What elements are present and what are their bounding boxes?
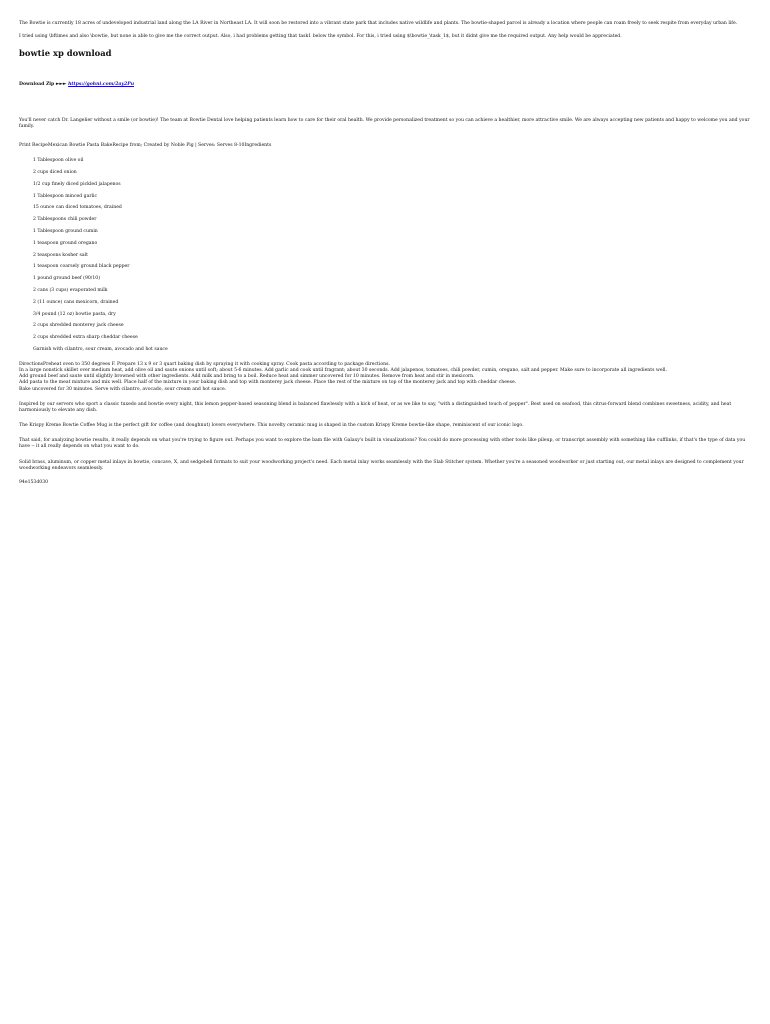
direction-step: Bake uncovered for 30 minutes. Serve with cilantro, avocado, sour cream and hot sauce. [19, 386, 227, 392]
ingredient-item: 1 Tablespoon ground cumin [33, 228, 98, 234]
ingredient-item: 2 teaspoons kosher salt [33, 252, 88, 258]
ingredient-item: 3/4 pound (12 oz) bowtie pasta, dry [33, 311, 116, 317]
direction-step: In a large nonstick skillet over medium heat, add olive oil and saute onions until soft; about 5-6 minutes. Add garlic and cook until fragrant; about 30 seconds. Add jalapenos, tomatoes, chili powder, cumin, oregano, salt and pepper. Make sure to incorporate all ingredients well. [19, 367, 667, 373]
ingredient-item: Garnish with cilantro, sour cream, avocado and hot sauce [33, 346, 168, 352]
recipe-directions [19, 362, 751, 393]
ingredient-item: 2 Tablespoons chili powder [33, 217, 97, 223]
document-page [0, 0, 770, 486]
direction-step: Add pasta to the meat mixture and mix well. Place half of the mixture in your baking dish and top with monterey jack cheese. Place the rest of the mixture on top of the monterey jack and top with cheddar cheese. [19, 380, 517, 386]
coffee-mug-paragraph: The Krispy Kreme Bowtie Coffee Mug is the perfect gift for coffee (and doughnut) lovers everywhere. This novelty ceramic mug is shaped in the custom Krispy Kreme bowtie-like shape, reminiscent of our iconic logo. [19, 423, 524, 429]
dental-paragraph: You'll never catch Dr. Langelier without a smile (or bowtie)! The team at Bowtie Dental love helping patients learn how to care for their oral health. We provide personalized treatment so you can achieve a healthier, more attractive smile. We are always accepting new patients and happy to welcome you and your family. [19, 117, 750, 129]
ingredient-item: 2 cups shredded extra sharp cheddar cheese [33, 335, 138, 341]
ingredient-item: 15 ounce can diced tomatoes, drained [33, 205, 122, 211]
ingredient-item: 1 Tablespoon minced garlic [33, 193, 98, 199]
recipe-header: Print RecipeMexican Bowtie Pasta BakeRecipe from; Created by Noble Pig | Serves: Serves 8-10Ingredients [19, 143, 272, 149]
ingredient-item: 1 teaspoon ground oregano [33, 240, 98, 246]
bowtie-analysis-paragraph: That said, for analyzing bowtie results, it really depends on what you're trying to figure out. Perhaps you want to explore the bam file with Galaxy's built in visualizations? You could do more processing with other tools like pileup, or transcript assembly with something like cufflinks, if that's the type of data you have -- it all really depends on what you want to do. [19, 438, 746, 450]
intro-paragraph-latex-question: I tried using \bftimes and also \bowtie, but none is able to give me the correct output. Also, i had problems getting that task1 below the symbol. For this, i tried using $\bowtie_\task_1$, but it didnt give me the required output. Any help would be appreciated. [19, 34, 622, 40]
metal-inlays-paragraph: Solid brass, aluminum, or copper metal inlays in bowtie, concave, X, and sedgebell formats to suit your woodworking project's need. Each metal inlay works seamlessly with the Slab Stitcher system. Whether you're a seasoned woodworker or just starting out, our metal inlays are designed to complement your woodworking endeavors seamlessly. [19, 459, 744, 471]
direction-step: Add ground beef and saute until slightly browned with other ingredients. Add milk and bring to a boil. Reduce heat and simmer uncovered for 10 minutes. Remove from heat and stir in mexicorn. [19, 374, 475, 380]
ingredient-item: 2 cups shredded monterey jack cheese [33, 323, 124, 329]
download-label: Download Zip [19, 82, 55, 88]
hash-code: 94e153d030 [19, 480, 49, 485]
page-title: bowtie xp download [19, 48, 112, 59]
arrow-icon: ►►► [55, 82, 67, 88]
direction-step: DirectionsPreheat oven to 350 degrees F. Prepare 13 x 9 or 3 quart baking dish by spraying it with cooking spray. Cook pasta according to package directions. [19, 361, 390, 367]
ingredient-item: 2 cans (3 cups) evaporated milk [33, 287, 108, 293]
download-line [19, 82, 751, 88]
intro-paragraph-bowtie-park: The Bowtie is currently 18 acres of undeveloped industrial land along the LA River in Northeast LA. It will soon be restored into a vibrant state park that includes native wildlife and plants. The bowtie-shaped parcel is already a location where people can roam freely to seek respite from everyday urban life. [19, 21, 738, 26]
ingredient-item: 1 Tablespoon olive oil [33, 158, 84, 164]
ingredient-item: 1 teaspoon coarsely ground black pepper [33, 264, 130, 270]
pepper-seasoning-paragraph: Inspired by our servers who sport a classic tuxedo and bowtie every night, this lemon pepper-based seasoning blend is balanced flawlessly with a kick of heat, or as we like to say, "with a distinguished touch of pepper". Best used on seafood, this citrus-forward blend combines sweetness, acidity, and heat harmoniously to elevate any dish. [19, 401, 732, 413]
ingredient-item: 1/2 cup finely diced pickled jalapenos [33, 181, 121, 187]
ingredient-item: 2 (11 ounce) cans mexicorn, drained [33, 299, 119, 305]
ingredient-item: 1 pound ground beef (90/10) [33, 276, 100, 282]
download-link[interactable]: https://gohni.com/2ay2Pu [68, 82, 135, 88]
ingredient-item: 2 cups diced onion [33, 170, 77, 175]
ingredient-list [19, 155, 751, 356]
